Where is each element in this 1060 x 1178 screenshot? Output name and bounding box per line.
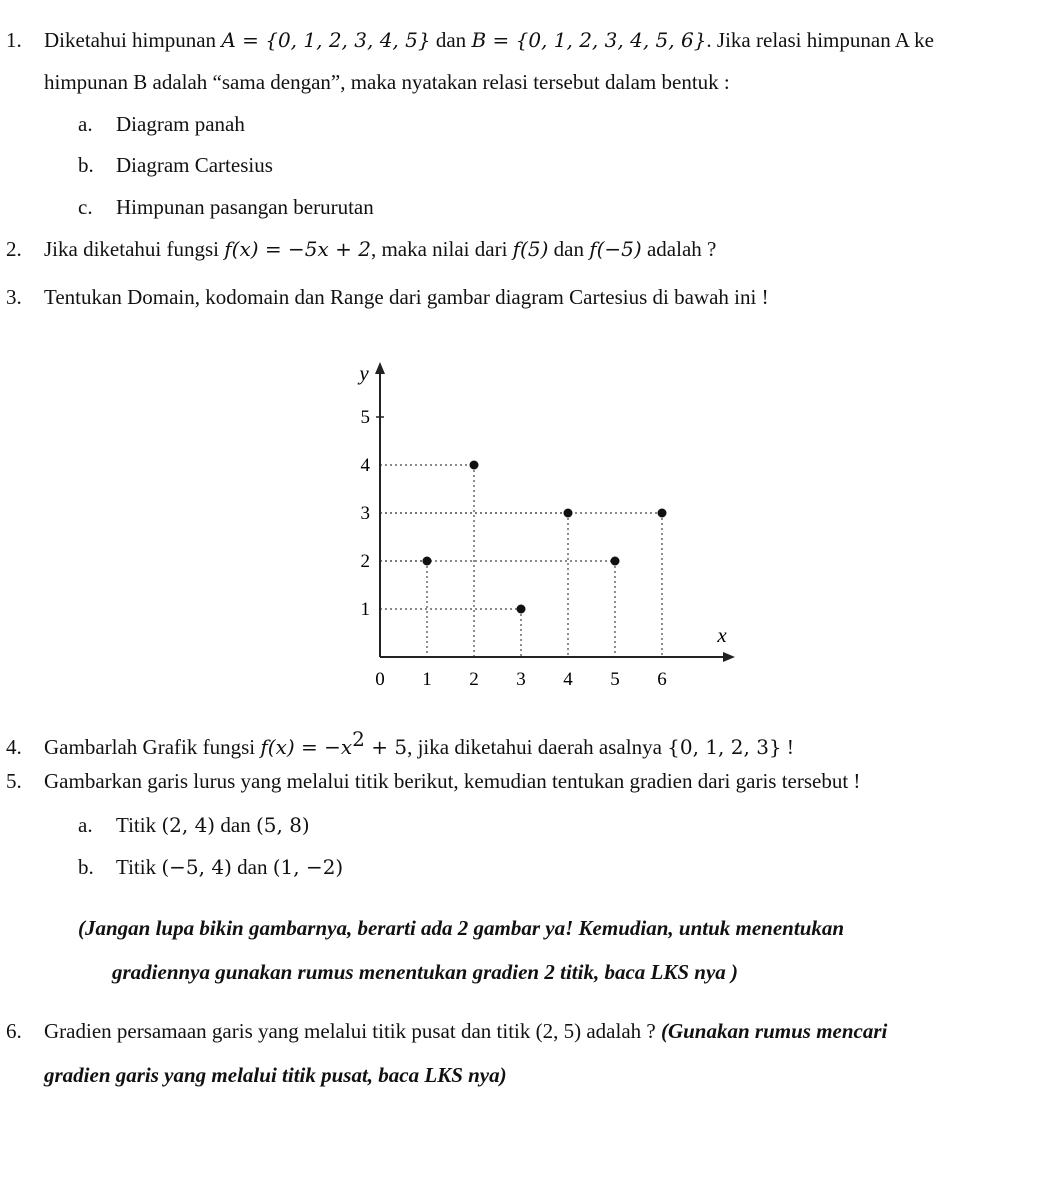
question-1-item-a: a. Diagram panah xyxy=(78,112,245,136)
question-number: 3. xyxy=(6,285,22,309)
x-tick-label: 6 xyxy=(657,669,667,690)
data-point xyxy=(611,557,620,566)
data-point xyxy=(423,557,432,566)
question-3: 3. Tentukan Domain, kodomain dan Range dari gambar diagram Cartesius di bawah ini ! xyxy=(6,285,769,309)
data-point xyxy=(470,461,479,470)
chart-guides xyxy=(380,465,662,657)
chart-points xyxy=(423,461,667,614)
data-point xyxy=(658,509,667,518)
y-tick-label: 5 xyxy=(360,407,370,428)
x-axis-arrow xyxy=(723,652,735,662)
question-number: 1. xyxy=(6,28,22,52)
question-number: 6. xyxy=(6,1019,22,1043)
y-axis-label: y xyxy=(359,361,369,385)
question-1-item-c: c. Himpunan pasangan berurutan xyxy=(78,195,374,219)
set-a: A = {0, 1, 2, 3, 4, 5} xyxy=(221,28,431,52)
data-point xyxy=(564,509,573,518)
chart-axes xyxy=(375,362,735,662)
question-2: 2. Jika diketahui fungsi f(x) = −5x + 2, maka nilai dari f(5) dan f(−5) adalah ? xyxy=(6,237,717,261)
question-6-line-2: gradien garis yang melalui titik pusat, baca LKS nya) xyxy=(44,1063,507,1087)
x-tick-label: 1 xyxy=(422,669,432,690)
question-number: 5. xyxy=(6,769,22,793)
question-4: 4. Gambarlah Grafik fungsi $f(x) = -x^2 + 5$, jika diketahui daerah asalnya {0, 1, 2, 3} ! xyxy=(6,727,794,759)
cartesian-diagram xyxy=(330,350,750,700)
data-point xyxy=(517,605,526,614)
question-1: 1. Diketahui himpunan A = {0, 1, 2, 3, 4, 5} dan B = {0, 1, 2, 3, 4, 5, 6}. Jika relasi himpunan A ke xyxy=(6,28,934,52)
question-1-line-2: himpunan B adalah “sama dengan”, maka nyatakan relasi tersebut dalam bentuk : xyxy=(44,70,730,94)
question-6: 6. Gradien persamaan garis yang melalui titik pusat dan titik (2, 5) adalah ? (Gunakan rumus mencari xyxy=(6,1019,888,1043)
x-tick-label: 0 xyxy=(375,669,385,690)
domain-set: {0, 1, 2, 3} xyxy=(667,735,782,759)
question-5: 5. Gambarkan garis lurus yang melalui titik berikut, kemudian tentukan gradien dari garis tersebut ! xyxy=(6,769,861,793)
question-number: 2. xyxy=(6,237,22,261)
x-tick-label: 5 xyxy=(610,669,620,690)
function-formula: f(x) = −5x + 2 xyxy=(224,237,371,261)
chart-labels xyxy=(357,361,727,690)
y-tick-label: 4 xyxy=(360,455,370,476)
y-axis-arrow xyxy=(375,362,385,374)
x-tick-label: 3 xyxy=(516,669,526,690)
question-5-item-b: b. Titik (−5, 4) dan (1, −2) xyxy=(78,855,344,879)
x-tick-label: 2 xyxy=(469,669,479,690)
question-5-note-line-2: gradiennya gunakan rumus menentukan gradien 2 titik, baca LKS nya ) xyxy=(112,960,739,984)
question-1-item-b: b. Diagram Cartesius xyxy=(78,153,273,177)
question-5-note-line-1: (Jangan lupa bikin gambarnya, berarti ada 2 gambar ya! Kemudian, untuk menentukan xyxy=(78,916,845,940)
y-tick-label: 1 xyxy=(360,599,370,620)
set-b: B = {0, 1, 2, 3, 4, 5, 6} xyxy=(471,28,707,52)
function-formula: f(x) = −x xyxy=(260,735,353,759)
x-tick-label: 4 xyxy=(563,669,573,690)
y-tick-label: 2 xyxy=(360,551,370,572)
x-axis-label: x xyxy=(717,623,727,647)
y-tick-label: 3 xyxy=(360,503,370,524)
question-5-item-a: a. Titik (2, 4) dan (5, 8) xyxy=(78,813,310,837)
question-number: 4. xyxy=(6,735,22,759)
